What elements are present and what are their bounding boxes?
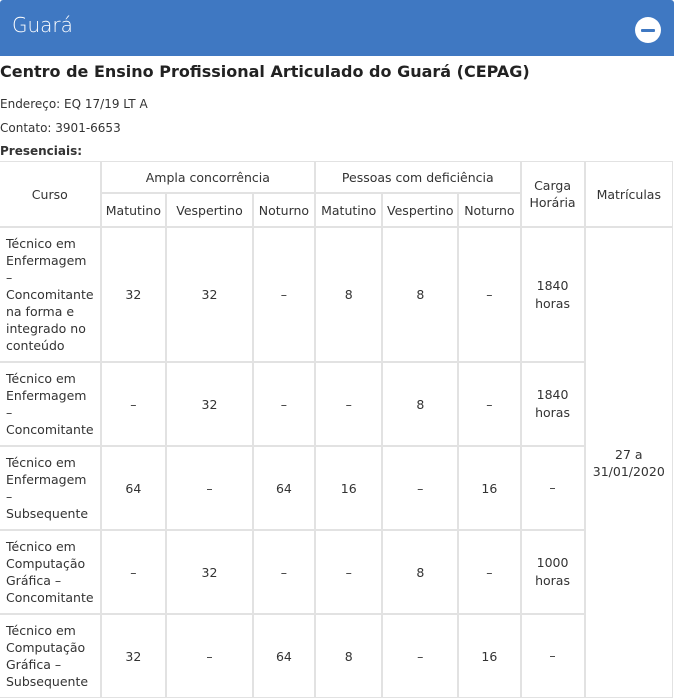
- cell-carga: 1000 horas: [522, 531, 584, 613]
- cell-carga: –: [522, 447, 584, 529]
- table-row: [0, 447, 672, 529]
- cell-curso: Técnico em Enfermagem – Concomitante: [0, 363, 100, 445]
- col-header-ampla: Ampla concorrência: [102, 162, 315, 192]
- cell-ampla-noturno: 64: [254, 615, 314, 697]
- cell-ampla-noturno: –: [254, 531, 314, 613]
- cell-ampla-matutino: 32: [102, 615, 166, 697]
- cell-pcd-vespertino: –: [383, 447, 457, 529]
- cell-ampla-matutino: –: [102, 363, 166, 445]
- cell-pcd-noturno: 16: [459, 447, 519, 529]
- col-header-pcd-noturno: Noturno: [459, 194, 519, 226]
- col-header-pcd-vespertino: Vespertino: [383, 194, 457, 226]
- col-header-carga: Carga Horária: [522, 162, 584, 226]
- table-row: [0, 615, 672, 697]
- table-row: [0, 363, 672, 445]
- cell-pcd-matutino: –: [316, 363, 381, 445]
- cell-ampla-vespertino: 32: [167, 531, 252, 613]
- cell-ampla-vespertino: –: [167, 615, 252, 697]
- cell-pcd-matutino: 8: [316, 228, 381, 361]
- table-row: [0, 531, 672, 613]
- col-header-ampla-matutino: Matutino: [102, 194, 166, 226]
- cell-ampla-matutino: 32: [102, 228, 166, 361]
- cell-ampla-matutino: –: [102, 531, 166, 613]
- cell-pcd-vespertino: 8: [383, 363, 457, 445]
- cell-pcd-noturno: –: [459, 531, 519, 613]
- cell-pcd-noturno: –: [459, 228, 519, 361]
- table-row: [0, 228, 672, 361]
- institution-name: Centro de Ensino Profissional Articulado do Guará (CEPAG): [0, 62, 530, 81]
- presenciais-label: Presenciais:: [0, 144, 83, 158]
- cell-pcd-vespertino: –: [383, 615, 457, 697]
- cell-carga: 1840 horas: [522, 228, 584, 361]
- col-header-matriculas: Matrículas: [586, 162, 672, 226]
- cell-pcd-noturno: 16: [459, 615, 519, 697]
- cell-pcd-matutino: –: [316, 531, 381, 613]
- col-header-pcd: Pessoas com deficiência: [316, 162, 519, 192]
- col-header-ampla-noturno: Noturno: [254, 194, 314, 226]
- cell-pcd-matutino: 16: [316, 447, 381, 529]
- cell-pcd-vespertino: 8: [383, 531, 457, 613]
- cell-matriculas: 27 a 31/01/2020: [586, 228, 672, 697]
- cell-ampla-noturno: 64: [254, 447, 314, 529]
- col-header-curso: Curso: [0, 162, 100, 226]
- contact-text: Contato: 3901-6653: [0, 121, 121, 135]
- cell-curso: Técnico em Computação Gráfica – Concomitante: [0, 531, 100, 613]
- collapse-minus-icon[interactable]: [635, 17, 661, 43]
- cell-carga: 1840 horas: [522, 363, 584, 445]
- address-text: Endereço: EQ 17/19 LT A: [0, 97, 148, 111]
- cell-curso: Técnico em Enfermagem – Concomitante na forma e integrado no conteúdo: [0, 228, 100, 361]
- cell-pcd-matutino: 8: [316, 615, 381, 697]
- col-header-ampla-vespertino: Vespertino: [167, 194, 252, 226]
- panel-header[interactable]: [0, 0, 674, 56]
- cell-ampla-vespertino: 32: [167, 363, 252, 445]
- cell-ampla-vespertino: 32: [167, 228, 252, 361]
- cell-pcd-vespertino: 8: [383, 228, 457, 361]
- cell-curso: Técnico em Computação Gráfica – Subsequente: [0, 615, 100, 697]
- courses-table: [0, 160, 674, 699]
- cell-carga: –: [522, 615, 584, 697]
- panel-title: Guará: [12, 13, 73, 37]
- cell-ampla-noturno: –: [254, 363, 314, 445]
- cell-pcd-noturno: –: [459, 363, 519, 445]
- cell-ampla-noturno: –: [254, 228, 314, 361]
- cell-ampla-vespertino: –: [167, 447, 252, 529]
- cell-curso: Técnico em Enfermagem – Subsequente: [0, 447, 100, 529]
- cell-ampla-matutino: 64: [102, 447, 166, 529]
- col-header-pcd-matutino: Matutino: [316, 194, 381, 226]
